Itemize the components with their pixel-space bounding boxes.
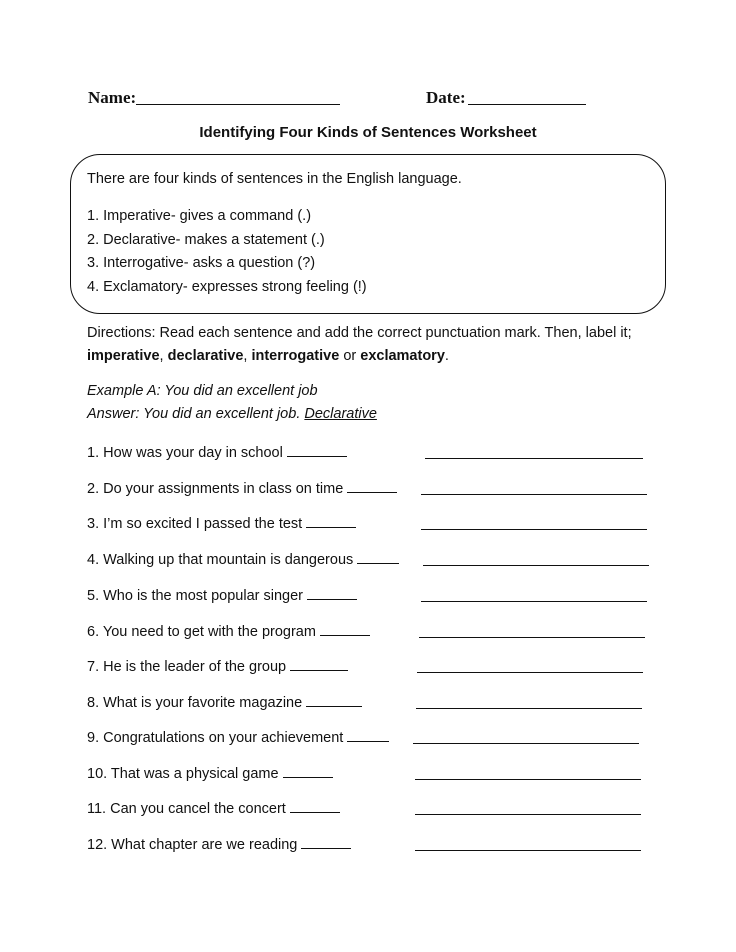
question-text: 9. Congratulations on your achievement bbox=[87, 727, 389, 746]
answer-line[interactable] bbox=[413, 743, 639, 744]
kind-item: 2. Declarative- makes a statement (.) bbox=[87, 231, 325, 248]
directions-kind-imperative: imperative bbox=[87, 348, 160, 364]
date-label: Date: bbox=[426, 88, 466, 107]
question-text: 4. Walking up that mountain is dangerous bbox=[87, 549, 399, 568]
question-row bbox=[87, 442, 657, 466]
answer-line[interactable] bbox=[417, 672, 643, 673]
example-sentence: Example A: You did an excellent job bbox=[87, 383, 318, 399]
question-row bbox=[87, 834, 657, 858]
punctuation-blank[interactable] bbox=[347, 727, 389, 742]
directions-kind-declarative: declarative bbox=[167, 348, 244, 364]
punctuation-blank[interactable] bbox=[306, 692, 362, 707]
punctuation-blank[interactable] bbox=[306, 513, 356, 528]
answer-line[interactable] bbox=[425, 458, 643, 459]
question-text: 11. Can you cancel the concert bbox=[87, 798, 340, 817]
question-row bbox=[87, 513, 657, 537]
kind-item: 4. Exclamatory- expresses strong feeling (!) bbox=[87, 278, 367, 295]
question-row bbox=[87, 621, 657, 645]
question-row bbox=[87, 798, 657, 822]
kind-item: 3. Interrogative- asks a question (?) bbox=[87, 255, 316, 271]
question-row bbox=[87, 727, 657, 751]
directions-text: Directions: Read each sentence and add the correct punctuation mark. Then, label it; bbox=[87, 325, 632, 341]
question-text: 7. He is the leader of the group bbox=[87, 656, 348, 675]
question-row bbox=[87, 585, 657, 609]
question-text: 8. What is your favorite magazine bbox=[87, 692, 362, 711]
question-row bbox=[87, 763, 657, 787]
punctuation-blank[interactable] bbox=[301, 834, 351, 849]
question-text: 2. Do your assignments in class on time bbox=[87, 478, 397, 497]
punctuation-blank[interactable] bbox=[287, 442, 347, 457]
question-text: 3. I’m so excited I passed the test bbox=[87, 513, 356, 532]
worksheet-title: Identifying Four Kinds of Sentences Worksheet bbox=[199, 124, 537, 141]
example-answer-prefix: Answer: You did an excellent job. bbox=[87, 406, 305, 422]
sentence-kinds-box bbox=[70, 154, 666, 314]
question-row bbox=[87, 549, 657, 573]
punctuation-blank[interactable] bbox=[307, 585, 357, 600]
directions-sep: , bbox=[159, 348, 168, 364]
answer-line[interactable] bbox=[416, 708, 642, 709]
example-block bbox=[87, 380, 377, 426]
date-blank-line[interactable] bbox=[468, 104, 586, 105]
punctuation-blank[interactable] bbox=[290, 656, 348, 671]
answer-line[interactable] bbox=[415, 779, 641, 780]
answer-line[interactable] bbox=[421, 601, 647, 602]
directions-kind-exclamatory: exclamatory bbox=[360, 348, 445, 364]
example-answer-label: Declarative bbox=[304, 406, 377, 422]
box-intro: There are four kinds of sentences in the English language. bbox=[87, 171, 462, 187]
kinds-list bbox=[87, 205, 367, 299]
question-text: 6. You need to get with the program bbox=[87, 621, 370, 640]
directions-end: . bbox=[444, 348, 449, 364]
example-answer bbox=[87, 403, 377, 426]
directions bbox=[87, 322, 657, 368]
name-blank-line[interactable] bbox=[136, 104, 340, 105]
answer-line[interactable] bbox=[423, 565, 649, 566]
answer-line[interactable] bbox=[415, 850, 641, 851]
answer-line[interactable] bbox=[421, 529, 647, 530]
question-row bbox=[87, 478, 657, 502]
question-row bbox=[87, 692, 657, 716]
question-text: 1. How was your day in school bbox=[87, 442, 347, 461]
punctuation-blank[interactable] bbox=[320, 621, 370, 636]
answer-line[interactable] bbox=[415, 814, 641, 815]
question-row bbox=[87, 656, 657, 680]
question-text: 10. That was a physical game bbox=[87, 763, 333, 782]
kind-item: 1. Imperative- gives a command (.) bbox=[87, 208, 312, 224]
punctuation-blank[interactable] bbox=[283, 763, 333, 778]
punctuation-blank[interactable] bbox=[290, 798, 340, 813]
directions-sep: , bbox=[243, 348, 252, 364]
answer-line[interactable] bbox=[421, 494, 647, 495]
name-label: Name: bbox=[88, 88, 137, 107]
directions-sep: or bbox=[339, 348, 361, 364]
question-text: 12. What chapter are we reading bbox=[87, 834, 351, 853]
directions-kind-interrogative: interrogative bbox=[251, 348, 340, 364]
question-text: 5. Who is the most popular singer bbox=[87, 585, 357, 604]
punctuation-blank[interactable] bbox=[347, 478, 397, 493]
worksheet-header bbox=[88, 86, 608, 110]
answer-line[interactable] bbox=[419, 637, 645, 638]
punctuation-blank[interactable] bbox=[357, 549, 399, 564]
